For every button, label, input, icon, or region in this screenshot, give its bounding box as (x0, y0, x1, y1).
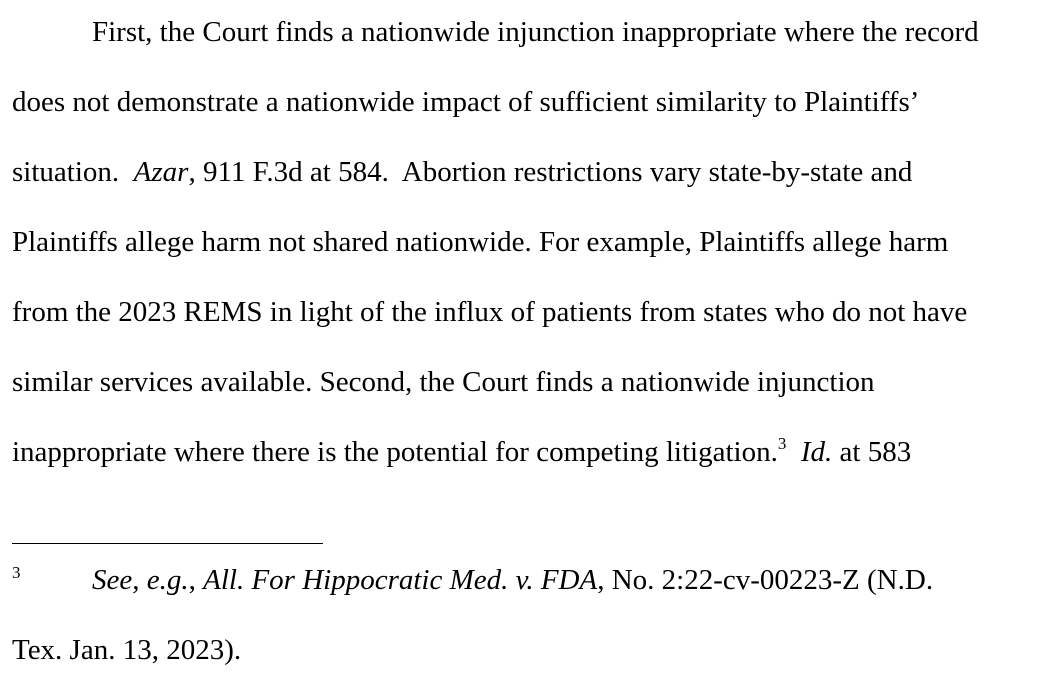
footnote-number: 3 (12, 563, 21, 582)
signal-text: See, e.g. (92, 564, 189, 596)
text-run: at 583 (832, 436, 912, 468)
text-run: , No. 2:22-cv-00223-Z (N.D. (597, 564, 934, 596)
footnote-divider (12, 543, 323, 544)
paragraph-line: First, the Court finds a nationwide injunction inappropriate where the record (92, 16, 979, 48)
paragraph-line: Plaintiffs allege harm not shared nationwide. For example, Plaintiffs allege harm (12, 226, 949, 258)
text-run: inappropriate where there is the potential for competing litigation. (12, 436, 778, 468)
footnote-line: Tex. Jan. 13, 2023). (12, 634, 242, 666)
case-citation: All. For Hippocratic Med. v. FDA (203, 564, 598, 596)
text-run: situation. (12, 156, 134, 188)
text-run: , 911 F.3d at 584. Abortion restrictions vary state-by-state and (188, 156, 913, 188)
paragraph-line: does not demonstrate a nationwide impact of sufficient similarity to Plaintiffs’ (12, 86, 920, 118)
case-citation: Azar (133, 156, 189, 188)
footnote-line (92, 562, 933, 598)
paragraph-line (12, 434, 911, 470)
paragraph-line: similar services available. Second, the Court finds a nationwide injunction (12, 366, 875, 398)
text-run: , (188, 564, 204, 596)
paragraph-line (12, 154, 912, 190)
footnote-reference[interactable]: 3 (777, 434, 787, 453)
id-citation: Id. (800, 436, 833, 468)
paragraph-line: from the 2023 REMS in light of the influx of patients from states who do not have (12, 296, 968, 328)
